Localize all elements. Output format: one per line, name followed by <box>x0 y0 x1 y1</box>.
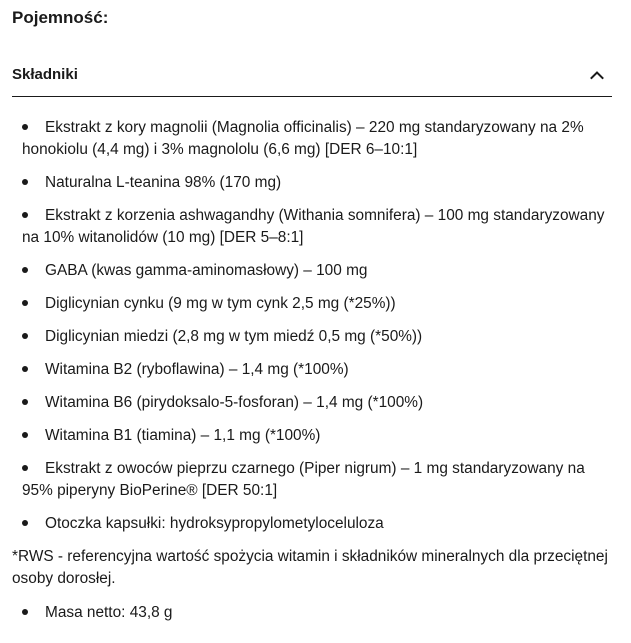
list-item <box>12 205 612 249</box>
bullet-icon <box>22 333 28 339</box>
bullet-icon <box>22 609 28 615</box>
rws-footnote: *RWS - referencyjna wartość spożycia witamin i składników mineralnych dla przeciętnej osoby dorosłej. <box>12 548 608 587</box>
bullet-icon <box>22 124 28 130</box>
bullet-icon <box>22 465 28 471</box>
ingredient-text: Witamina B2 (ryboflawina) – 1,4 mg (*100%) <box>45 361 349 378</box>
list-item <box>12 458 612 502</box>
bullet-icon <box>22 267 28 273</box>
bullet-icon <box>22 399 28 405</box>
list-item <box>12 359 612 381</box>
ingredients-section-content <box>12 117 612 624</box>
list-item <box>12 172 612 194</box>
bullet-icon <box>22 300 28 306</box>
list-item <box>12 425 612 447</box>
ingredient-text: Ekstrakt z kory magnolii (Magnolia officinalis) – 220 mg standaryzowany na 2% honokiolu (4,4 mg) i 3% magnololu (6,6 mg) [DER 6–10:1] <box>22 119 584 158</box>
list-item <box>12 117 612 161</box>
ingredients-list <box>12 117 612 535</box>
ingredient-text: Diglicynian cynku (9 mg w tym cynk 2,5 mg (*25%)) <box>45 295 396 312</box>
ingredients-section-title: Składniki <box>12 65 78 83</box>
ingredient-text: Witamina B1 (tiamina) – 1,1 mg (*100%) <box>45 427 321 444</box>
ingredient-text: Witamina B6 (pirydoksalo-5-fosforan) – 1,4 mg (*100%) <box>45 394 424 411</box>
ingredient-text: Ekstrakt z korzenia ashwagandhy (Withania somnifera) – 100 mg standaryzowany na 10% witanolidów (10 mg) [DER 5–8:1] <box>22 207 605 246</box>
bullet-icon <box>22 212 28 218</box>
list-item <box>12 293 612 315</box>
ingredient-text: Naturalna L-teanina 98% (170 mg) <box>45 174 282 191</box>
ingredients-accordion-header[interactable] <box>12 63 612 97</box>
ingredient-text: Diglicynian miedzi (2,8 mg w tym miedź 0,5 mg (*50%)) <box>45 328 423 345</box>
bullet-icon <box>22 366 28 372</box>
list-item <box>12 326 612 348</box>
ingredient-text: Otoczka kapsułki: hydroksypropylometyloceluloza <box>45 515 384 532</box>
ingredient-text: Ekstrakt z owoców pieprzu czarnego (Piper nigrum) – 1 mg standaryzowany na 95% piperyny BioPerine® [DER 50:1] <box>22 460 585 499</box>
chevron-up-icon[interactable] <box>588 66 606 84</box>
bullet-icon <box>22 179 28 185</box>
bullet-icon <box>22 520 28 526</box>
net-mass-list <box>12 602 612 624</box>
list-item <box>12 513 612 535</box>
bullet-icon <box>22 432 28 438</box>
list-item <box>12 392 612 414</box>
list-item <box>12 602 612 624</box>
net-mass-text: Masa netto: 43,8 g <box>45 604 173 621</box>
ingredient-text: GABA (kwas gamma-aminomasłowy) – 100 mg <box>45 262 368 279</box>
list-item <box>12 260 612 282</box>
capacity-label: Pojemność: <box>12 8 109 27</box>
